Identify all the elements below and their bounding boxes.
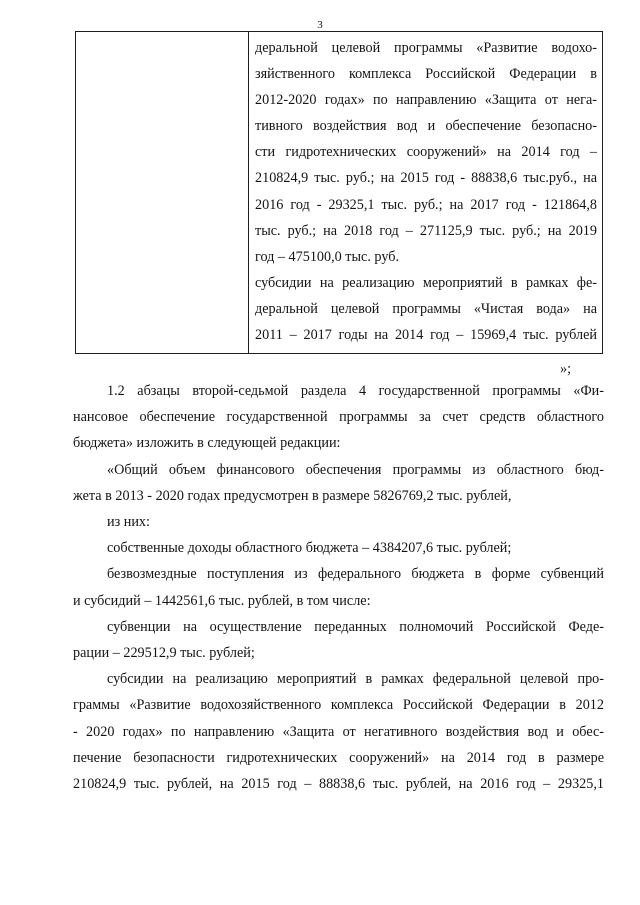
table-text-line: 2011 – 2017 годы на 2014 год – 15969,4 тыс. рублей [255, 327, 597, 344]
table-text-line: деральной целевой программы «Развитие водохо- [255, 40, 597, 56]
paragraph-line: рации – 229512,9 тыс. рублей; [73, 645, 255, 662]
table-text-line: субсидии на реализацию мероприятий в рамках фе- [255, 274, 597, 291]
paragraph-line: нансовое обеспечение государственной программы за счет средств областного [73, 409, 604, 426]
paragraph-line: и субсидий – 1442561,6 тыс. рублей, в том числе: [73, 592, 371, 609]
paragraph-line: жета в 2013 - 2020 годах предусмотрен в размере 5826769,2 тыс. рублей, [73, 487, 512, 504]
table-right-cell [255, 35, 597, 348]
paragraph-line: безвозмездные поступления из федерального бюджета в форме субвенций [107, 566, 604, 583]
paragraph-line: 210824,9 тыс. рублей, на 2015 год – 88838,6 тыс. рублей, на 2016 год – 29325,1 [73, 776, 604, 793]
paragraph-line: собственные доходы областного бюджета – 4384207,6 тыс. рублей; [107, 540, 512, 557]
paragraph-line: 1.2 абзацы второй-седьмой раздела 4 государственной программы «Фи- [107, 383, 604, 399]
table-text-line: тивного воздействия вод и обеспечение безопасно- [255, 118, 597, 135]
table-left-cell [76, 32, 248, 353]
table-text-line: сти гидротехнических сооружений» на 2014 год – [255, 144, 597, 161]
paragraph-line: субсидии на реализацию мероприятий в рамках федеральной целевой про- [107, 671, 604, 688]
paragraph-line: - 2020 годах» по направлению «Защита от негативного воздействия вод и обес- [73, 723, 604, 740]
table-text-line: тыс. руб.; на 2018 год – 271125,9 тыс. руб.; на 2019 [255, 222, 597, 239]
paragraph-line: печение безопасности гидротехнических сооружений» на 2014 год в размере [73, 749, 604, 766]
paragraph-line: бюджета» изложить в следующей редакции: [73, 435, 341, 452]
paragraph-line: «Общий объем финансового обеспечения программы из областного бюд- [107, 461, 604, 478]
table-text-line: зяйственного комплекса Российской Федерации в [255, 66, 597, 83]
table-text-line: деральной целевой программы «Чистая вода» на [255, 300, 597, 317]
paragraph-line: субвенции на осуществление переданных полномочий Российской Феде- [107, 618, 604, 635]
document-body [73, 378, 604, 797]
table-column-divider [248, 32, 249, 353]
paragraph-line: граммы «Развитие водохозяйственного комплекса Российской Федерации в 2012 [73, 697, 604, 714]
continuation-table [75, 31, 603, 354]
table-text-line: 2016 год - 29325,1 тыс. руб.; на 2017 год - 121864,8 [255, 196, 597, 213]
table-text-line: год – 475100,0 тыс. руб. [255, 248, 400, 265]
page-number: 3 [317, 19, 323, 31]
table-text-line: 210824,9 тыс. руб.; на 2015 год - 88838,6 тыс.руб., на [255, 170, 597, 187]
closing-quote: »; [560, 361, 572, 377]
table-text-line: 2012-2020 годах» по направлению «Защита от нега- [255, 92, 597, 109]
paragraph-line: из них: [107, 514, 150, 531]
